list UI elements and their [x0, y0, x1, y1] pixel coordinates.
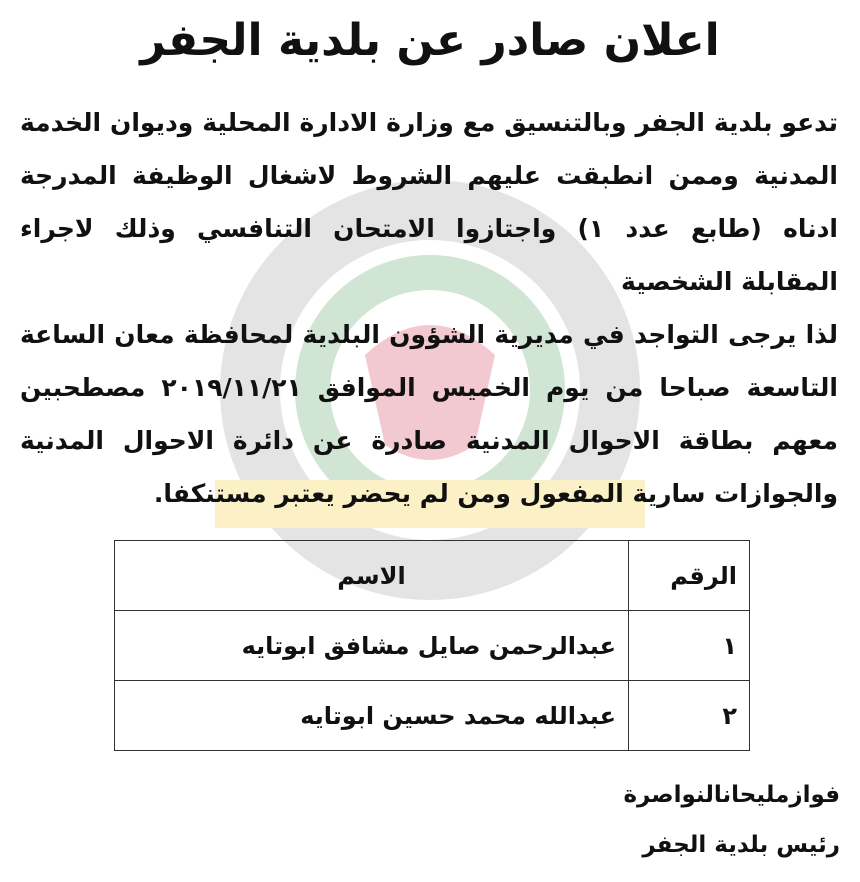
- signatory-name: فوازمليحانالنواصرة: [623, 782, 840, 808]
- row-name: عبدالرحمن صايل مشافق ابوتايه: [115, 611, 629, 681]
- row-number: ١: [629, 611, 750, 681]
- announcement-title: اعلان صادر عن بلدية الجفر: [140, 15, 720, 66]
- body-paragraph-invitation: تدعو بلدية الجفر وبالتنسيق مع وزارة الادارة المحلية وديوان الخدمة المدنية وممن انطبقت عليهم الشروط لاشغال الوظيفة المدرجة ادناه (طابع عدد ١) واجتازوا الامتحان التنافسي وذلك لاجراء المقابلة الشخصية: [20, 108, 839, 296]
- table-row: [115, 681, 750, 751]
- announcement-body: [20, 96, 838, 520]
- signatory-title: رئيس بلدية الجفر: [642, 832, 840, 858]
- row-name: عبدالله محمد حسين ابوتايه: [115, 681, 629, 751]
- table-header-row: [115, 541, 750, 611]
- row-number: ٢: [629, 681, 750, 751]
- header-name: الاسم: [115, 541, 629, 611]
- header-number: الرقم: [629, 541, 750, 611]
- body-paragraph-instructions: لذا يرجى التواجد في مديرية الشؤون البلدية لمحافظة معان الساعة التاسعة صباحا من يوم الخميس الموافق ٢٠١٩/١١/٢١ مصطحبين معهم بطاقة الاحوال المدنية صادرة عن دائرة الاحوال المدنية والجوازات سارية المفعول ومن لم يحضر يعتبر مستنكفا.: [20, 320, 838, 508]
- candidates-table: [114, 540, 750, 751]
- table-row: [115, 611, 750, 681]
- signature-block: [623, 770, 840, 870]
